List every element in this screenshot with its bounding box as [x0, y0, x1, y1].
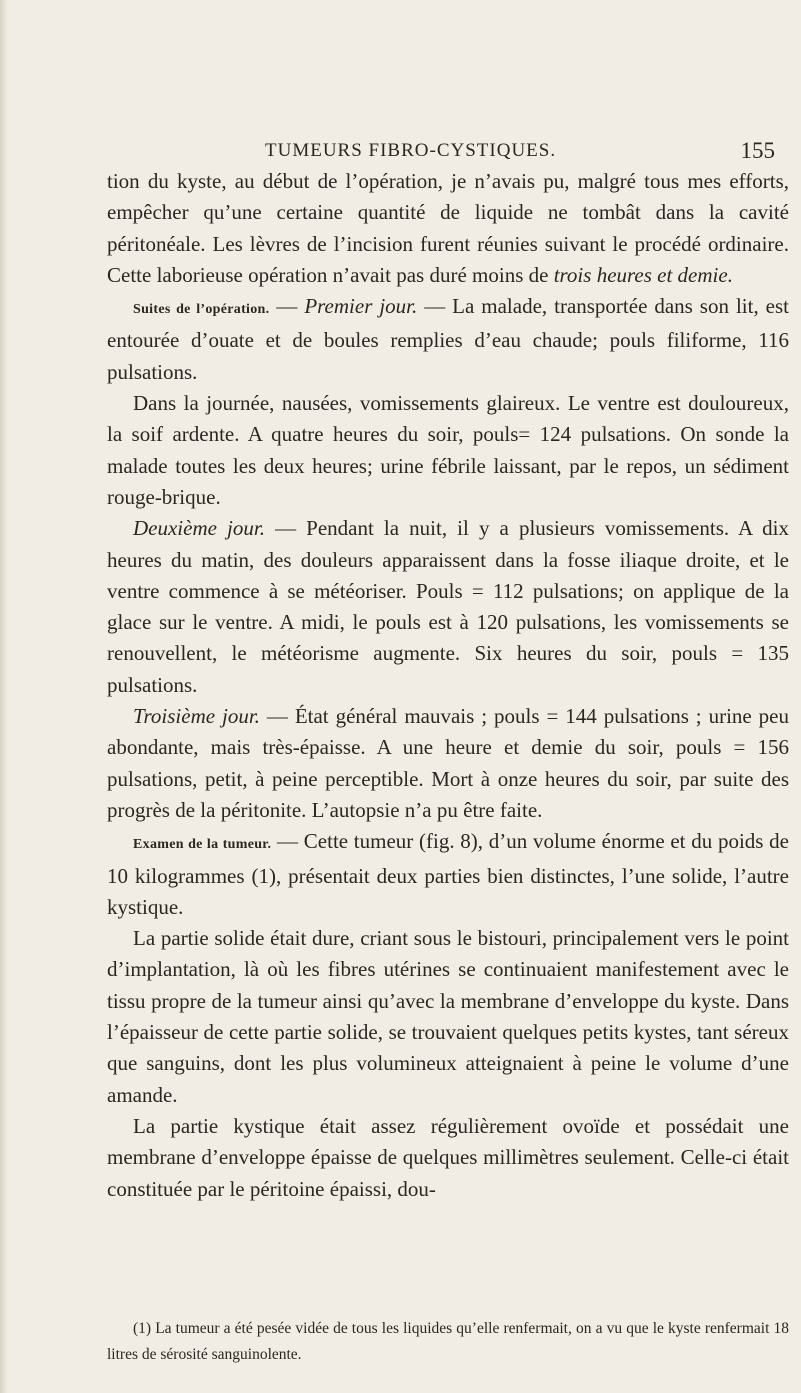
paragraph-text: — La malade, transportée dans son lit, est entourée d’ouate et de boules remplies d’eau chaude; pouls filiforme, 116 pulsations. [107, 294, 789, 384]
day-label: Premier jour. [304, 294, 418, 319]
italic-phrase: trois heures et demie. [553, 262, 733, 287]
paragraph-journee [107, 388, 789, 513]
paragraph-text: Dans la journée, nausées, vomissements glaireux. Le ventre est douloureux, la soif ardente. A quatre heures du soir, pouls= 124 pulsations. On sonde la malade toutes les deux heures; urine fébrile laissant, par le repos, un sédiment rouge-brique. [107, 391, 789, 509]
footnotes [107, 1316, 789, 1368]
footnote-1: (1) La tumeur a été pesée vidée de tous les liquides qu’elle renfermait, on a vu que le kyste renfermait 18 litres de sérosité sanguinolente. [107, 1320, 789, 1363]
run-in-heading: Suites de l’opération. [133, 302, 270, 318]
paragraph-examen [107, 826, 789, 923]
day-label: Deuxième jour. [133, 516, 265, 541]
paragraph-text: La partie solide était dure, criant sous le bistouri, principalement vers le point d’implantation, là où les fibres utérines se continuaient manifestement avec le tissu propre de la tumeur ainsi qu’avec la membrane d’enveloppe du kyste. Dans l’épaisseur de cette partie solide, se trouvaient quelques petits kystes, tant séreux que sanguins, dont les plus volumineux atteignaient à peine le volume d’une amande. [107, 926, 789, 1107]
day-label: Troisième jour. [133, 704, 260, 729]
dash: — [269, 294, 305, 319]
paragraph-suites [107, 291, 789, 388]
paragraph-partie-solide [107, 923, 789, 1111]
paragraph-text: tion du kyste, au début de l’opération, je n’avais pu, malgré tous mes efforts, empêcher qu’une certaine quantité de liquide ne tombât dans la cavité péritonéale. Les lèvres de l’incision furent réunies suivant le procédé ordinaire. Cette laborieuse opération n’avait pas duré moins de [107, 169, 789, 287]
body-text [107, 166, 789, 1205]
paragraph-text: La partie kystique était assez régulièrement ovoïde et possédait une membrane d’enveloppe épaisse de quelques millimètres seulement. Celle-ci était constituée par le péritoine épaissi, dou- [107, 1113, 789, 1201]
paragraph-continuation [107, 166, 789, 291]
paragraph-troisieme-jour [107, 701, 789, 826]
run-in-heading: Examen de la tumeur. [133, 837, 272, 853]
paragraph-text: — État général mauvais ; pouls = 144 pulsations ; urine peu abondante, mais très-épaisse. A une heure et demie du soir, pouls = 156 pulsations, petit, à peine perceptible. Mort à onze heures du soir, par suite des progrès de la péritonite. L’autopsie n’a pu être faite. [107, 704, 789, 822]
paragraph-partie-kystique [107, 1111, 789, 1205]
running-title: TUMEURS FIBRO-CYSTIQUES. [265, 140, 557, 161]
paragraph-deuxieme-jour [107, 513, 789, 701]
page-header [265, 138, 775, 168]
page-edge [0, 0, 8, 1393]
paragraph-text: — Cette tumeur (fig. 8), d’un volume énorme et du poids de 10 kilogrammes (1), présentait deux parties bien distinctes, l’une solide, l’autre kystique. [107, 829, 789, 919]
page-number: 155 [740, 138, 775, 163]
paragraph-text: — Pendant la nuit, il y a plusieurs vomissements. A dix heures du matin, des douleurs apparaissent dans la fosse iliaque droite, et le ventre commence à se météoriser. Pouls = 112 pulsations; on applique de la glace sur le ventre. A midi, le pouls est à 120 pulsations, les vomissements se renouvellent, le météorisme augmente. Six heures du soir, pouls = 135 pulsations. [107, 516, 789, 697]
